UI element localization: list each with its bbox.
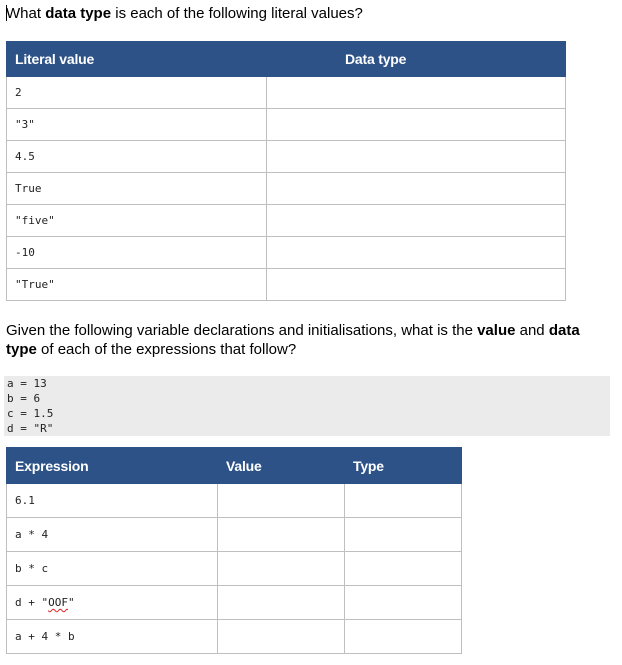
literal-cell: "five" [7,205,267,237]
code-line: d = "R" [7,422,54,435]
code-line: a = 13 [7,377,47,390]
header-value: Value [218,448,345,484]
data-type-answer-cell[interactable] [267,109,566,141]
expression-prefix: d + " [15,596,49,609]
literal-cell: 2 [7,77,267,109]
table-header-row [7,42,566,77]
table-row [7,237,566,269]
literal-cell: "True" [7,269,267,301]
table-row [7,173,566,205]
header-type: Type [345,448,462,484]
literal-values-table [6,41,566,301]
literal-cell: -10 [7,237,267,269]
question-2-bold-data-type: data type [6,322,580,358]
value-answer-cell[interactable] [218,620,345,654]
value-answer-cell[interactable] [218,518,345,552]
table-row [7,620,462,654]
data-type-answer-cell[interactable] [267,77,566,109]
type-answer-cell[interactable] [345,620,462,654]
data-type-answer-cell[interactable] [267,141,566,173]
expression-cell [7,586,218,620]
code-line: c = 1.5 [7,407,54,420]
table-row [7,552,462,586]
data-type-answer-cell[interactable] [267,269,566,301]
data-type-answer-cell[interactable] [267,237,566,269]
table-row [7,269,566,301]
code-line: b = 6 [7,392,41,405]
literal-cell: True [7,173,267,205]
header-data-type: Data type [267,42,566,77]
type-answer-cell[interactable] [345,518,462,552]
question-1-part-1: hat [20,5,46,22]
question-1-bold-data-type: data type [45,5,112,22]
question-2-text [6,321,606,359]
value-answer-cell[interactable] [218,586,345,620]
expression-cell: a + 4 * b [7,620,218,654]
table-row [7,141,566,173]
expression-cell: a * 4 [7,518,218,552]
question-1-text [6,5,363,23]
type-answer-cell[interactable] [345,586,462,620]
table-row [7,77,566,109]
question-1-part-2: is each of the following literal values? [111,5,363,22]
question-2-part-1: Given the following variable declarations and initialisations, what is the [6,322,478,339]
table-row [7,205,566,237]
expressions-table [6,447,462,654]
table-row [7,484,462,518]
code-block [4,376,610,436]
spellcheck-flagged-word: OOF [48,596,68,609]
question-2-part-2: and [515,322,549,339]
table-row [7,109,566,141]
literal-cell: 4.5 [7,141,267,173]
type-answer-cell[interactable] [345,484,462,518]
question-2-bold-value: value [477,322,516,339]
table-row [7,518,462,552]
expression-suffix: " [68,596,75,609]
table-header-row [7,448,462,484]
type-answer-cell[interactable] [345,552,462,586]
data-type-answer-cell[interactable] [267,173,566,205]
table-row [7,586,462,620]
question-2-part-3: of each of the expressions that follow? [36,341,297,358]
value-answer-cell[interactable] [218,484,345,518]
expression-cell: 6.1 [7,484,218,518]
literal-cell: "3" [7,109,267,141]
header-expression: Expression [7,448,218,484]
value-answer-cell[interactable] [218,552,345,586]
question-1-first-letter: W [6,5,21,22]
data-type-answer-cell[interactable] [267,205,566,237]
header-literal-value: Literal value [7,42,267,77]
expression-cell: b * c [7,552,218,586]
